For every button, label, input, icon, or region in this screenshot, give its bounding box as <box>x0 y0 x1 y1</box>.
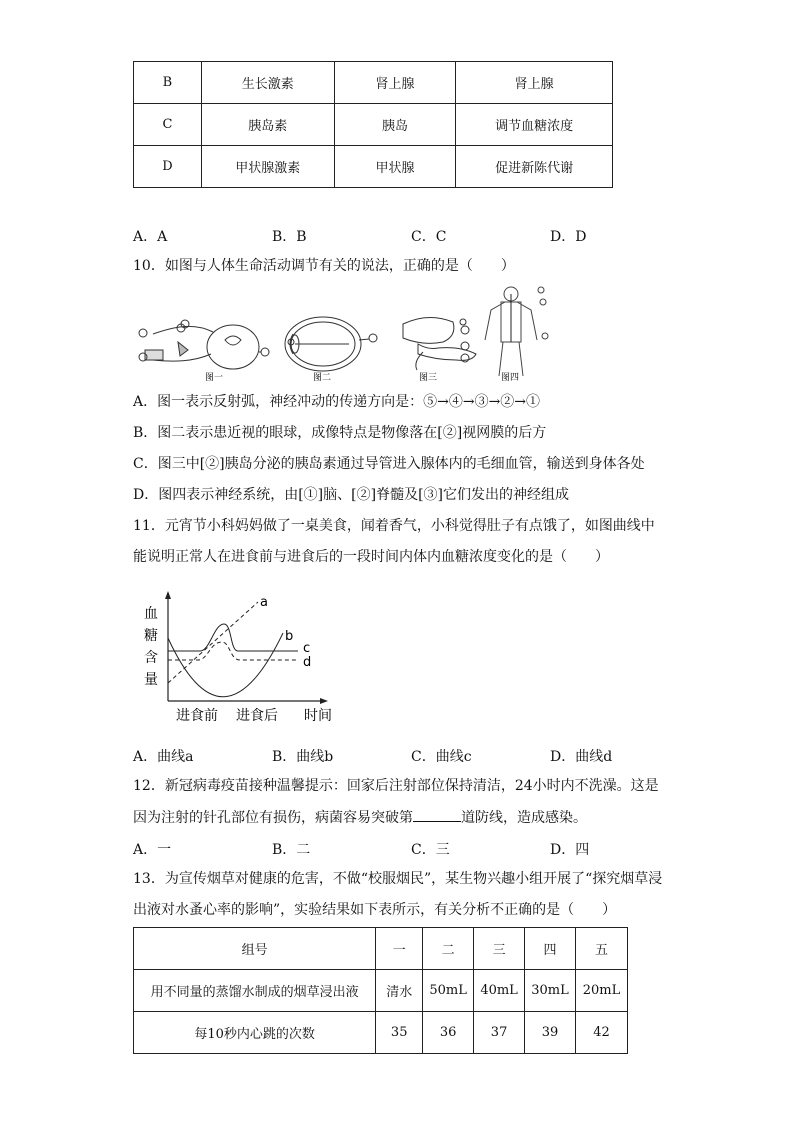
curve-label-a: a <box>260 595 268 610</box>
q11-option-d[interactable]: D．曲线d <box>550 749 613 765</box>
table-cell: 清水 <box>376 970 423 1012</box>
tobacco-experiment-table <box>133 927 628 1054</box>
y-label-char: 含 <box>144 650 158 666</box>
q10-option-d[interactable]: D．图四表示神经系统，由[①]脑、[②]脊髓及[③]它们发出的神经组成 <box>133 487 569 503</box>
table-cell: 胰岛素 <box>201 104 334 146</box>
q9-option-d[interactable]: D．D <box>550 229 587 245</box>
table-cell: 肾上腺 <box>456 62 613 104</box>
x-axis-title: 时间 <box>304 708 332 724</box>
q12-stem-part: 道防线，造成感染。 <box>461 810 587 826</box>
blood-sugar-chart <box>138 588 348 728</box>
q11-stem-line1: 11．元宵节小科妈妈做了一桌美食，闻着香气，小科觉得肚子有点饿了，如图曲线中 <box>133 518 655 534</box>
table-cell: 调节血糖浓度 <box>456 104 613 146</box>
table-row <box>134 970 628 1012</box>
q11-option-c[interactable]: C．曲线c <box>411 749 472 765</box>
q11-stem-line2: 能说明正常人在进食前与进食后的一段时间内体内血糖浓度变化的是（ ） <box>133 549 609 565</box>
table-row <box>134 146 613 188</box>
answer-blank[interactable] <box>413 807 461 822</box>
q10-stem: 10．如图与人体生命活动调节有关的说法，正确的是（ ） <box>133 258 515 274</box>
q13-stem-line2: 出液对水蚤心率的影响”，实验结果如下表所示，有关分析不正确的是（ ） <box>133 902 617 918</box>
column-header: 五 <box>576 928 628 970</box>
table-header-row <box>134 928 628 970</box>
column-header: 组号 <box>134 928 376 970</box>
curve-c <box>168 624 298 651</box>
table-row <box>134 62 613 104</box>
table-cell: 36 <box>423 1012 474 1054</box>
table-cell: 胰岛 <box>334 104 456 146</box>
figure-label: 图四 <box>501 373 520 383</box>
table-cell: 30mL <box>525 970 576 1012</box>
q12-option-b[interactable]: B．二 <box>272 842 311 858</box>
q12-option-a[interactable]: A．一 <box>133 842 172 858</box>
table-cell: 20mL <box>576 970 628 1012</box>
pancreas-diagram <box>403 317 476 370</box>
table-cell: 肾上腺 <box>334 62 456 104</box>
q9-option-b[interactable]: B．B <box>272 229 307 245</box>
x-tick-label: 进食后 <box>236 708 278 724</box>
nervous-system-diagram <box>485 287 548 376</box>
curve-label-c: c <box>303 641 311 656</box>
q9-option-c[interactable]: C．C <box>411 229 447 245</box>
curve-label-d: d <box>303 655 312 670</box>
hormone-table <box>133 61 613 188</box>
column-header: 一 <box>376 928 423 970</box>
table-cell: 39 <box>525 1012 576 1054</box>
reflex-arc-diagram <box>139 320 269 369</box>
eyeball-diagram <box>285 317 377 371</box>
column-header: 四 <box>525 928 576 970</box>
curve-b <box>168 633 283 697</box>
q10-option-c[interactable]: C．图三中[②]胰岛分泌的胰岛素通过导管进入腺体内的毛细血管，输送到身体各处 <box>133 456 645 472</box>
y-axis-arrow-icon <box>165 591 171 599</box>
q13-stem-line1: 13．为宣传烟草对健康的危害，不做“校服烟民”，某生物兴趣小组开展了“探究烟草浸 <box>133 871 663 887</box>
x-tick-label: 进食前 <box>176 708 218 724</box>
q10-figures <box>133 282 553 384</box>
x-axis-arrow-icon <box>320 698 328 704</box>
q12-option-d[interactable]: D．四 <box>550 842 590 858</box>
table-row <box>134 1012 628 1054</box>
table-cell: 用不同量的蒸馏水制成的烟草浸出液 <box>134 970 376 1012</box>
table-cell: 40mL <box>474 970 525 1012</box>
table-cell: 甲状腺激素 <box>201 146 334 188</box>
q9-option-a[interactable]: A．A <box>133 229 168 245</box>
table-cell: 甲状腺 <box>334 146 456 188</box>
q11-option-b[interactable]: B．曲线b <box>272 749 334 765</box>
q12-stem-line1: 12．新冠病毒疫苗接种温馨提示：回家后注射部位保持清洁，24小时内不洗澡。这是 <box>133 778 659 794</box>
table-cell: D <box>134 146 202 188</box>
table-cell: C <box>134 104 202 146</box>
table-cell: 35 <box>376 1012 423 1054</box>
column-header: 三 <box>474 928 525 970</box>
figure-label: 图三 <box>419 373 438 383</box>
curve-label-b: b <box>285 629 294 644</box>
y-label-char: 血 <box>144 606 158 622</box>
figure-label: 图二 <box>313 373 332 383</box>
q12-option-c[interactable]: C．三 <box>411 842 450 858</box>
table-cell: 每10秒内心跳的次数 <box>134 1012 376 1054</box>
table-cell: B <box>134 62 202 104</box>
curve-a <box>168 602 258 683</box>
q10-option-b[interactable]: B．图二表示患近视的眼球，成像特点是物像落在[②]视网膜的后方 <box>133 425 547 441</box>
table-cell: 生长激素 <box>201 62 334 104</box>
figure-label: 图一 <box>205 373 224 383</box>
table-cell: 50mL <box>423 970 474 1012</box>
y-label-char: 量 <box>144 672 158 688</box>
table-cell: 37 <box>474 1012 525 1054</box>
y-label-char: 糖 <box>144 628 158 644</box>
table-cell: 42 <box>576 1012 628 1054</box>
table-cell: 促进新陈代谢 <box>456 146 613 188</box>
q12-stem-part: 因为注射的针孔部位有损伤，病菌容易突破第 <box>133 810 413 826</box>
table-row <box>134 104 613 146</box>
q11-option-a[interactable]: A．曲线a <box>133 749 194 765</box>
q10-option-a[interactable]: A．图一表示反射弧，神经冲动的传递方向是：⑤→④→③→②→① <box>133 394 541 410</box>
column-header: 二 <box>423 928 474 970</box>
q12-stem-line2 <box>133 807 587 828</box>
